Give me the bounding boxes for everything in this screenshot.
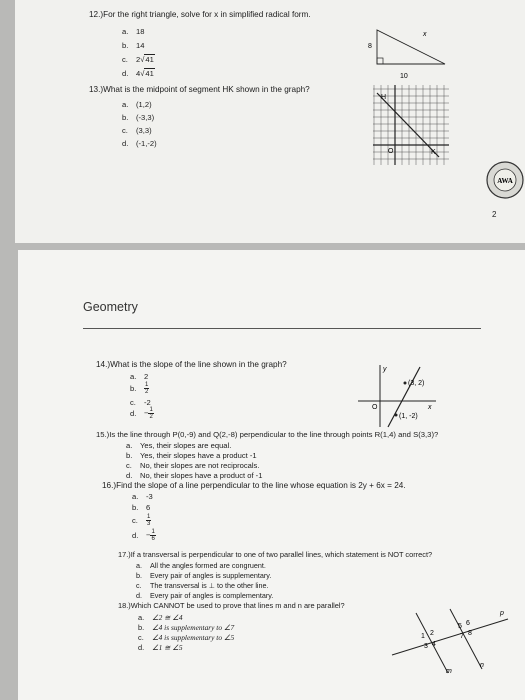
question-14-text: 14.)What is the slope of the line shown in the graph? bbox=[96, 360, 287, 369]
question-12-option-d[interactable]: d. 4√41 bbox=[122, 69, 154, 78]
line-n bbox=[450, 609, 482, 669]
question-15-option-a[interactable]: a. Yes, their slopes are equal. bbox=[126, 441, 232, 450]
question-18-option-b[interactable]: b. ∠4 is supplementary to ∠7 bbox=[138, 623, 235, 632]
question-18-option-d[interactable]: d. ∠1 ≅ ∠5 bbox=[138, 643, 183, 652]
school-seal bbox=[485, 160, 525, 200]
question-17-option-b[interactable]: b. Every pair of angles is supplementary. bbox=[136, 571, 272, 580]
worksheet-page-2 bbox=[15, 0, 525, 243]
worksheet-page-3 bbox=[18, 250, 525, 700]
page-number: 2 bbox=[492, 210, 497, 219]
right-triangle-figure bbox=[365, 18, 465, 84]
question-14-option-d[interactable]: d. − $\frac{1}{2}$ bbox=[130, 407, 153, 420]
question-18-option-a[interactable]: a. ∠2 ≅ ∠4 bbox=[138, 613, 183, 622]
slope-line-graph bbox=[358, 363, 436, 429]
angle-6-label: 6 bbox=[466, 620, 470, 627]
base-label: 10 bbox=[400, 73, 408, 80]
question-12-option-a[interactable]: a. 18 bbox=[122, 27, 145, 36]
angle-4-label: 4 bbox=[432, 641, 436, 648]
leg-label: 8 bbox=[368, 43, 372, 50]
angle-1-label: 1 bbox=[421, 633, 425, 640]
question-13-option-a[interactable]: a. (1,2) bbox=[122, 100, 152, 109]
question-13-text: 13.)What is the midpoint of segment HK shown in the graph? bbox=[89, 85, 310, 94]
parallel-lines-figure bbox=[388, 605, 513, 675]
question-15-text: 15.)Is the line through P(0,-9) and Q(2,-8) perpendicular to the line through points R(1,4) and S(3,3)? bbox=[96, 430, 439, 439]
question-12-option-c[interactable]: c. 2√41 bbox=[122, 55, 154, 64]
title-divider bbox=[83, 328, 481, 329]
angle-3-label: 3 bbox=[424, 643, 428, 650]
point-k-label: K bbox=[431, 149, 436, 156]
transversal-p bbox=[392, 619, 508, 655]
question-14-option-a[interactable]: a. 2 bbox=[130, 372, 149, 381]
origin-label: O bbox=[388, 148, 394, 155]
question-16-option-a[interactable]: a. -3 bbox=[132, 492, 153, 501]
question-16-text: 16.)Find the slope of a line perpendicular to the line whose equation is 2y + 6x = 24. bbox=[102, 481, 406, 490]
question-15-option-d[interactable]: d. No, their slopes have a product of -1 bbox=[126, 471, 263, 480]
angle-7-label: 7 bbox=[460, 633, 464, 640]
question-16-option-c[interactable]: c. $\frac{1}{3}$ bbox=[132, 514, 151, 527]
segment-hk bbox=[377, 93, 439, 157]
right-angle-mark bbox=[377, 58, 383, 64]
question-13-option-b[interactable]: b. (-3,3) bbox=[122, 113, 155, 122]
question-13-option-c[interactable]: c. (3,3) bbox=[122, 126, 152, 135]
section-title: Geometry bbox=[83, 300, 138, 314]
question-18-option-c[interactable]: c. ∠4 is supplementary to ∠5 bbox=[138, 633, 235, 642]
question-16-option-b[interactable]: b. 6 bbox=[132, 503, 151, 512]
question-18-text: 18.)Which CANNOT be used to prove that lines m and n are parallel? bbox=[118, 601, 345, 610]
point-3-2-label: (3, 2) bbox=[408, 380, 425, 387]
question-14-option-b[interactable]: b. $\frac{1}{2}$ bbox=[130, 382, 149, 395]
question-15-option-c[interactable]: c. No, their slopes are not reciprocals. bbox=[126, 461, 260, 470]
question-17-option-d[interactable]: d. Every pair of angles is complementary. bbox=[136, 591, 274, 600]
angle-5-label: 5 bbox=[458, 623, 462, 630]
question-13-option-d[interactable]: d. (-1,-2) bbox=[122, 139, 157, 148]
question-15-option-b[interactable]: b. Yes, their slopes have a product -1 bbox=[126, 451, 257, 460]
question-16-option-d[interactable]: d. − $\frac{1}{6}$ bbox=[132, 529, 155, 542]
line-n-label: n bbox=[480, 662, 484, 669]
question-14-option-c[interactable]: c. -2 bbox=[130, 398, 151, 407]
question-12-text: 12.)For the right triangle, solve for x in simplified radical form. bbox=[89, 10, 311, 19]
question-17-option-a[interactable]: a. All the angles formed are congruent. bbox=[136, 561, 266, 570]
point-1-neg2 bbox=[395, 414, 398, 417]
line-p-label: p bbox=[500, 610, 504, 617]
y-axis-label: y bbox=[383, 366, 387, 373]
question-17-text: 17.)If a transversal is perpendicular to one of two parallel lines, which statement is NOT correct? bbox=[118, 550, 433, 559]
triangle-shape bbox=[377, 30, 445, 64]
origin-label: O bbox=[372, 404, 378, 411]
angle-2-label: 2 bbox=[430, 630, 434, 637]
point-h-label: H bbox=[381, 94, 387, 101]
question-12-option-b[interactable]: b. 14 bbox=[122, 41, 145, 50]
midpoint-grid-graph bbox=[373, 85, 449, 165]
angle-8-label: 8 bbox=[468, 630, 472, 637]
hypotenuse-label: x bbox=[423, 31, 427, 38]
point-1-neg2-label: (1, -2) bbox=[399, 413, 418, 420]
seal-text: AWA bbox=[497, 177, 513, 185]
x-axis-label: x bbox=[428, 404, 432, 411]
line-m-label: m bbox=[446, 668, 452, 675]
question-17-option-c[interactable]: c. The transversal is ⊥ to the other line. bbox=[136, 581, 269, 590]
point-3-2 bbox=[404, 382, 407, 385]
